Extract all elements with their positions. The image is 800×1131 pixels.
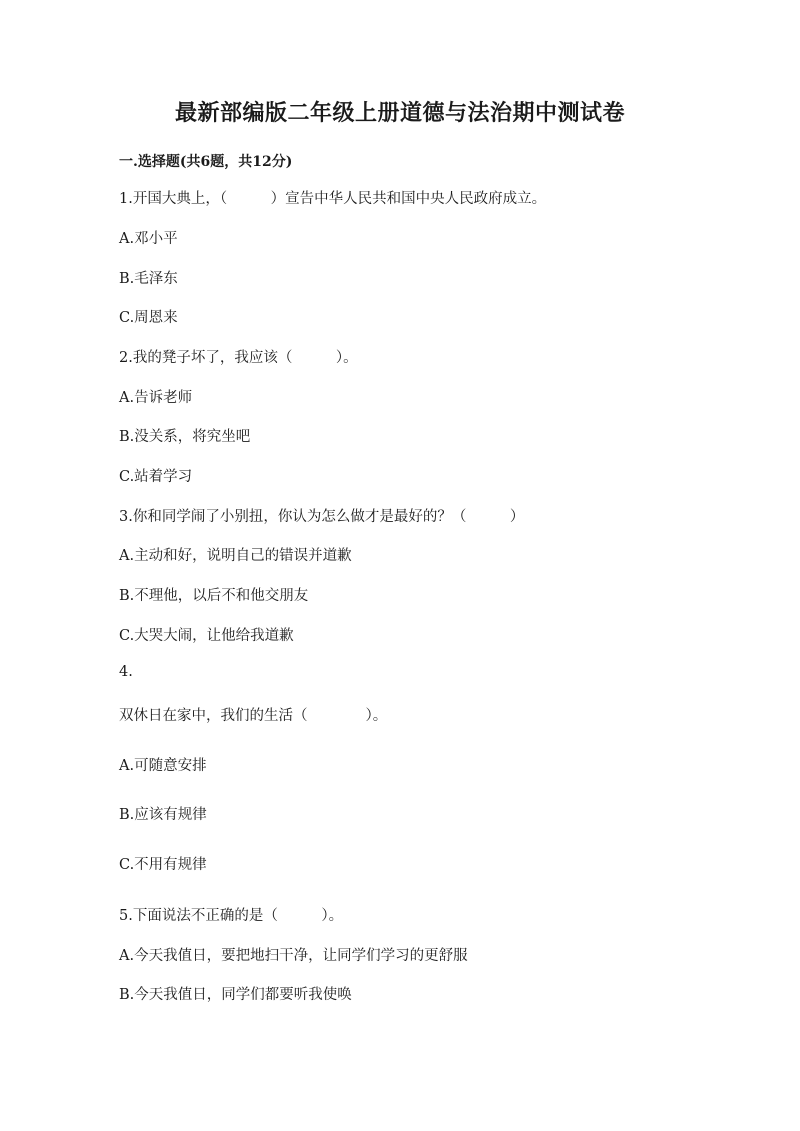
question-1-stem: 1.开国大典上，（ ）宣告中华人民共和国中央人民政府成立。 — [119, 191, 547, 207]
question-4-option-c[interactable]: C.不用有规律 — [119, 857, 207, 873]
question-3-option-b[interactable]: B.不理他，以后不和他交朋友 — [119, 588, 309, 604]
question-1-option-b[interactable]: B.毛泽东 — [119, 271, 178, 287]
question-5-option-a[interactable]: A.今天我值日，要把地扫干净，让同学们学习的更舒服 — [119, 948, 468, 964]
question-3-stem: 3.你和同学闹了小别扭，你认为怎么做才是最好的？（ ） — [119, 509, 525, 525]
question-4-option-a[interactable]: A.可随意安排 — [119, 758, 207, 774]
question-5-option-b[interactable]: B.今天我值日，同学们都要听我使唤 — [119, 987, 352, 1003]
question-3-option-c[interactable]: C.大哭大闹，让他给我道歉 — [119, 628, 294, 644]
question-5-stem: 5.下面说法不正确的是（ ）。 — [119, 908, 344, 924]
question-4-stem: 双休日在家中，我们的生活（ ）。 — [119, 708, 388, 724]
question-2-option-a[interactable]: A.告诉老师 — [119, 390, 193, 406]
question-3-option-a[interactable]: A.主动和好，说明自己的错误并道歉 — [119, 548, 352, 564]
question-2-stem: 2.我的凳子坏了，我应该（ ）。 — [119, 350, 358, 366]
section-heading: 一.选择题(共6题，共12分) — [119, 154, 293, 170]
question-2-option-c[interactable]: C.站着学习 — [119, 469, 193, 485]
exam-title: 最新部编版二年级上册道德与法治期中测试卷 — [174, 100, 625, 126]
question-4-option-b[interactable]: B.应该有规律 — [119, 807, 207, 823]
question-1-option-a[interactable]: A.邓小平 — [119, 231, 178, 247]
question-4-number: 4. — [119, 664, 133, 680]
question-1-option-c[interactable]: C.周恩来 — [119, 310, 178, 326]
question-2-option-b[interactable]: B.没关系，将究坐吧 — [119, 429, 251, 445]
